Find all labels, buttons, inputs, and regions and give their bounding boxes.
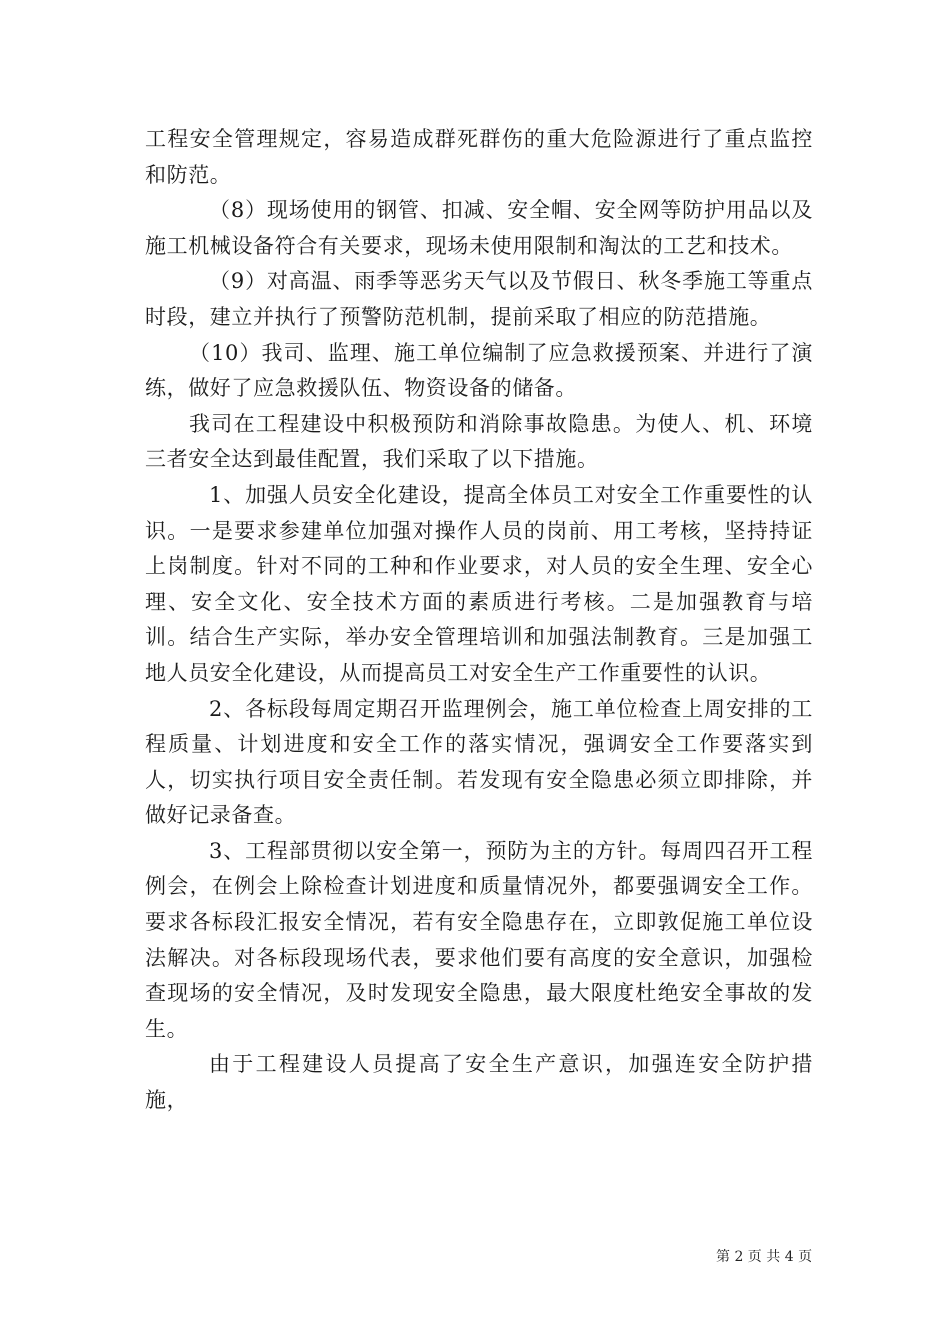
paragraph-conclusion: 由于工程建设人员提高了安全生产意识，加强连安全防护措施， bbox=[145, 1052, 813, 1113]
paragraph-measure-1: 1、加强人员安全化建设，提高全体员工对安全工作重要性的认识。一是要求参建单位加强对操作人员的岗前、用工考核，坚持持证上岗制度。针对不同的工种和作业要求，对人员的安全生理、安全心理、安全文化、安全技术方面的素质进行考核。二是加强教育与培训。结合生产实际，举办安全管理培训和加强法制教育。三是加强工地人员安全化建设，从而提高员工对安全生产工作重要性的认识。 bbox=[145, 482, 813, 685]
page-number-footer: 第 2 页 共 4 页 bbox=[716, 1249, 813, 1265]
paragraph-measure-3: 3、工程部贯彻以安全第一，预防为主的方针。每周四召开工程例会，在例会上除检查计划进度和质量情况外，都要强调安全工作。要求各标段汇报安全情况，若有安全隐患存在，立即敦促施工单位设法解决。对各标段现场代表，要求他们要有高度的安全意识，加强检查现场的安全情况，及时发现安全隐患，最大限度杜绝安全事故的发生。 bbox=[145, 838, 813, 1041]
paragraph-continuation: 工程安全管理规定，容易造成群死群伤的重大危险源进行了重点监控和防范。 bbox=[145, 127, 813, 187]
paragraph-item-9: （9）对高温、雨季等恶劣天气以及节假日、秋冬季施工等重点时段，建立并执行了预警防范机制，提前采取了相应的防范措施。 bbox=[145, 269, 813, 329]
document-body bbox=[145, 122, 813, 1119]
paragraph-measure-2: 2、各标段每周定期召开监理例会，施工单位检查上周安排的工程质量、计划进度和安全工作的落实情况，强调安全工作要落实到人，切实执行项目安全责任制。若发现有安全隐患必须立即排除，并做好记录备查。 bbox=[145, 696, 813, 828]
paragraph-item-10: （10）我司、监理、施工单位编制了应急救援预案、并进行了演练，做好了应急救援队伍、物资设备的储备。 bbox=[145, 340, 813, 401]
paragraph-measures-intro: 我司在工程建设中积极预防和消除事故隐患。为使人、机、环境三者安全达到最佳配置，我们采取了以下措施。 bbox=[145, 411, 813, 472]
paragraph-item-8: （8）现场使用的钢管、扣减、安全帽、安全网等防护用品以及施工机械设备符合有关要求，现场未使用限制和淘汰的工艺和技术。 bbox=[145, 198, 813, 258]
